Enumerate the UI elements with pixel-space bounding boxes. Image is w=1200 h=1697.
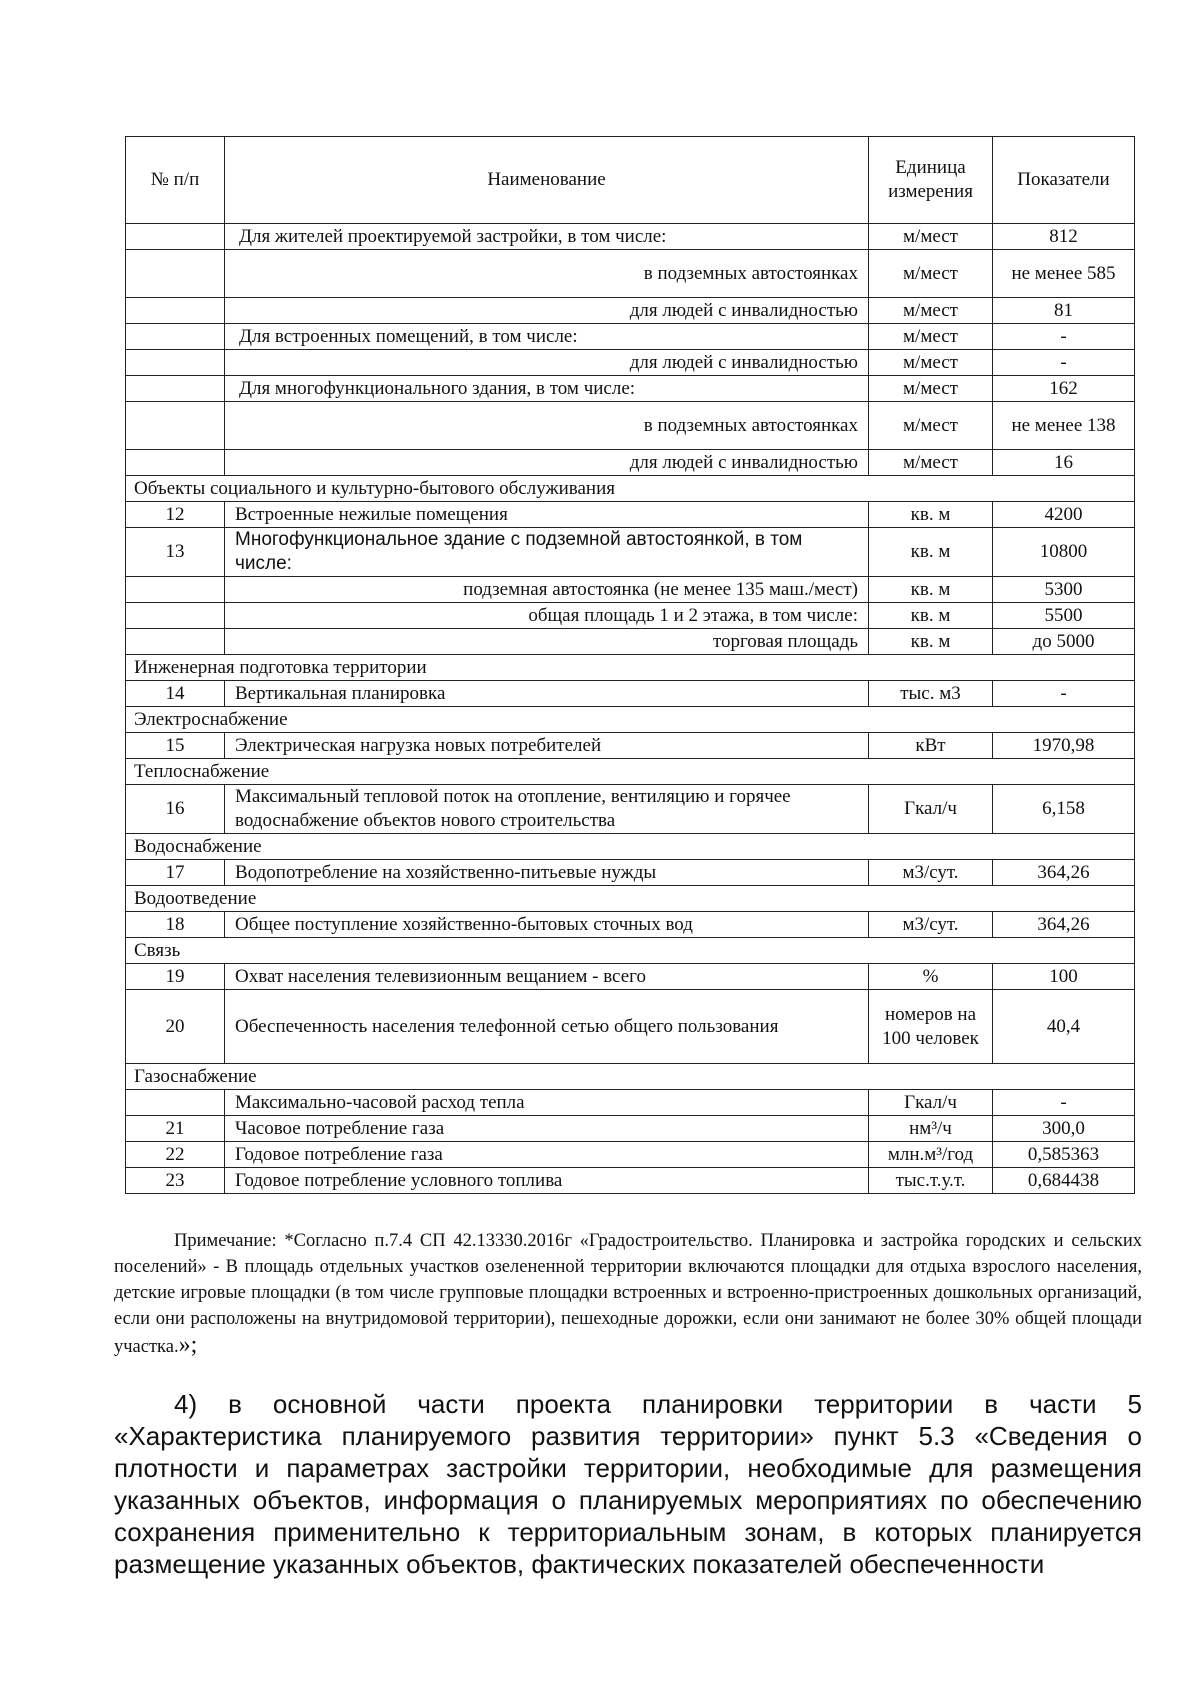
table-body <box>126 224 1135 1194</box>
row-number: 22 <box>126 1142 225 1168</box>
note-text: Примечание: *Согласно п.7.4 СП 42.13330.2016г «Градостроительство. Планировка и застройка городских и сельских поселений» - В площадь отдельных участков озелененной территории включаются площадки для отдыха взрослого населения, детские игровые площадки (в том числе групповые площадки встроенных и встроенно-пристроенных дошкольных организаций, если они расположены на внутридомовой территории), пешеходные дорожки, если они занимают не более 30% общей площади участка. <box>114 1231 1142 1357</box>
row-name: подземная автостоянка (не менее 135 маш./мест) <box>225 577 869 603</box>
table-row <box>126 912 1135 938</box>
row-number <box>126 450 225 476</box>
row-number: 12 <box>126 502 225 528</box>
row-value: 6,158 <box>993 785 1135 834</box>
row-name: Вертикальная планировка <box>225 681 869 707</box>
table-row <box>126 681 1135 707</box>
section-row <box>126 938 1135 964</box>
row-number: 19 <box>126 964 225 990</box>
section-title: Теплоснабжение <box>126 759 1135 785</box>
table-row <box>126 450 1135 476</box>
table-header-row <box>126 137 1135 224</box>
row-value: 812 <box>993 224 1135 250</box>
row-unit: м/мест <box>869 298 993 324</box>
row-unit: м/мест <box>869 324 993 350</box>
row-value: - <box>993 681 1135 707</box>
table-row <box>126 1142 1135 1168</box>
section-row <box>126 834 1135 860</box>
row-name: в подземных автостоянках <box>225 402 869 450</box>
row-unit: тыс.т.у.т. <box>869 1168 993 1194</box>
row-value: 162 <box>993 376 1135 402</box>
table-row <box>126 402 1135 450</box>
row-value: не менее 585 <box>993 250 1135 298</box>
section-row <box>126 655 1135 681</box>
row-name: Обеспеченность населения телефонной сетью общего пользования <box>225 990 869 1064</box>
note-tail: »; <box>178 1332 198 1358</box>
row-name: Для встроенных помещений, в том числе: <box>225 324 869 350</box>
row-value: не менее 138 <box>993 402 1135 450</box>
row-number: 13 <box>126 528 225 577</box>
table-row <box>126 502 1135 528</box>
row-number <box>126 1090 225 1116</box>
row-number <box>126 376 225 402</box>
section-row <box>126 759 1135 785</box>
row-number: 14 <box>126 681 225 707</box>
row-value: 364,26 <box>993 860 1135 886</box>
table-note <box>114 1228 1142 1360</box>
table-row <box>126 1168 1135 1194</box>
row-unit: млн.м³/год <box>869 1142 993 1168</box>
row-value: 4200 <box>993 502 1135 528</box>
table-row <box>126 528 1135 577</box>
table-row <box>126 964 1135 990</box>
table-row <box>126 577 1135 603</box>
section-title: Газоснабжение <box>126 1064 1135 1090</box>
body-paragraph: 4) в основной части проекта планировки территории в части 5 «Характеристика планируемого развития территории» пункт 5.3 «Сведения о плотности и параметрах застройки территории, необходимые для размещения указанных объектов, информация о планируемых мероприятиях по обеспечению сохранения применительно к территориальным зонам, в которых планируется размещение указанных объектов, фактических показателей обеспеченности <box>114 1389 1142 1579</box>
row-name: Общее поступление хозяйственно-бытовых сточных вод <box>225 912 869 938</box>
row-unit: м3/сут. <box>869 912 993 938</box>
row-unit: м/мест <box>869 250 993 298</box>
row-unit: % <box>869 964 993 990</box>
row-name: Годовое потребление условного топлива <box>225 1168 869 1194</box>
row-name: Встроенные нежилые помещения <box>225 502 869 528</box>
row-number <box>126 324 225 350</box>
row-name: общая площадь 1 и 2 этажа, в том числе: <box>225 603 869 629</box>
row-name: Максимально-часовой расход тепла <box>225 1090 869 1116</box>
row-name: Максимальный тепловой поток на отопление, вентиляцию и горячее водоснабжение объектов нового строительства <box>225 785 869 834</box>
row-number <box>126 298 225 324</box>
row-name: для людей с инвалидностью <box>225 298 869 324</box>
table-row <box>126 733 1135 759</box>
row-unit: кв. м <box>869 528 993 577</box>
table-row <box>126 860 1135 886</box>
row-number: 21 <box>126 1116 225 1142</box>
table-row <box>126 603 1135 629</box>
section-title: Водоотведение <box>126 886 1135 912</box>
row-value: 0,585363 <box>993 1142 1135 1168</box>
row-value: - <box>993 350 1135 376</box>
row-value: 5300 <box>993 577 1135 603</box>
table-row <box>126 1116 1135 1142</box>
row-unit: м/мест <box>869 450 993 476</box>
row-value: до 5000 <box>993 629 1135 655</box>
row-unit: кв. м <box>869 502 993 528</box>
row-number <box>126 603 225 629</box>
row-unit: кВт <box>869 733 993 759</box>
header-name: Наименование <box>225 137 869 224</box>
row-number: 18 <box>126 912 225 938</box>
section-title: Связь <box>126 938 1135 964</box>
table-row <box>126 250 1135 298</box>
row-unit: тыс. м3 <box>869 681 993 707</box>
table-row <box>126 629 1135 655</box>
row-name: Водопотребление на хозяйственно-питьевые нужды <box>225 860 869 886</box>
row-number <box>126 629 225 655</box>
row-unit: м/мест <box>869 350 993 376</box>
row-number: 16 <box>126 785 225 834</box>
table-row <box>126 350 1135 376</box>
row-name: торговая площадь <box>225 629 869 655</box>
row-number <box>126 224 225 250</box>
section-title: Электроснабжение <box>126 707 1135 733</box>
row-name: для людей с инвалидностью <box>225 350 869 376</box>
table-row <box>126 785 1135 834</box>
table-row <box>126 1090 1135 1116</box>
row-name: Охват населения телевизионным вещанием - всего <box>225 964 869 990</box>
row-number: 17 <box>126 860 225 886</box>
row-name: Для многофункционального здания, в том числе: <box>225 376 869 402</box>
row-number: 23 <box>126 1168 225 1194</box>
row-value: 81 <box>993 298 1135 324</box>
section-row <box>126 886 1135 912</box>
section-title: Водоснабжение <box>126 834 1135 860</box>
row-value: - <box>993 1090 1135 1116</box>
row-number <box>126 250 225 298</box>
indicators-table-wrapper <box>125 136 1134 1194</box>
section-title: Инженерная подготовка территории <box>126 655 1135 681</box>
row-unit: нм³/ч <box>869 1116 993 1142</box>
row-value: 300,0 <box>993 1116 1135 1142</box>
row-unit: Гкал/ч <box>869 1090 993 1116</box>
header-value: Показатели <box>993 137 1135 224</box>
row-name: Для жителей проектируемой застройки, в том числе: <box>225 224 869 250</box>
row-value: 40,4 <box>993 990 1135 1064</box>
section-title: Объекты социального и культурно-бытового обслуживания <box>126 476 1135 502</box>
row-unit: м3/сут. <box>869 860 993 886</box>
indicators-table <box>125 136 1135 1194</box>
row-name: Часовое потребление газа <box>225 1116 869 1142</box>
row-name: Электрическая нагрузка новых потребителей <box>225 733 869 759</box>
row-unit: номеров на 100 человек <box>869 990 993 1064</box>
row-name: в подземных автостоянках <box>225 250 869 298</box>
row-value: 100 <box>993 964 1135 990</box>
row-unit: м/мест <box>869 402 993 450</box>
section-row <box>126 707 1135 733</box>
row-number <box>126 402 225 450</box>
row-value: 0,684438 <box>993 1168 1135 1194</box>
table-row <box>126 990 1135 1064</box>
row-name: Многофункциональное здание с подземной автостоянкой, в том числе: <box>225 528 869 577</box>
row-value: 5500 <box>993 603 1135 629</box>
row-name: для людей с инвалидностью <box>225 450 869 476</box>
row-name: Годовое потребление газа <box>225 1142 869 1168</box>
row-value: 364,26 <box>993 912 1135 938</box>
row-value: 10800 <box>993 528 1135 577</box>
row-unit: Гкал/ч <box>869 785 993 834</box>
body-paragraph-block <box>114 1388 1142 1580</box>
row-value: 1970,98 <box>993 733 1135 759</box>
row-number: 20 <box>126 990 225 1064</box>
row-number <box>126 350 225 376</box>
table-row <box>126 298 1135 324</box>
row-unit: м/мест <box>869 376 993 402</box>
row-unit: кв. м <box>869 603 993 629</box>
section-row <box>126 476 1135 502</box>
row-unit: кв. м <box>869 577 993 603</box>
row-value: 16 <box>993 450 1135 476</box>
table-row <box>126 324 1135 350</box>
row-unit: кв. м <box>869 629 993 655</box>
header-unit: Единица измерения <box>869 137 993 224</box>
section-row <box>126 1064 1135 1090</box>
row-value: - <box>993 324 1135 350</box>
row-number <box>126 577 225 603</box>
table-row <box>126 224 1135 250</box>
table-row <box>126 376 1135 402</box>
row-number: 15 <box>126 733 225 759</box>
header-num: № п/п <box>126 137 225 224</box>
row-unit: м/мест <box>869 224 993 250</box>
